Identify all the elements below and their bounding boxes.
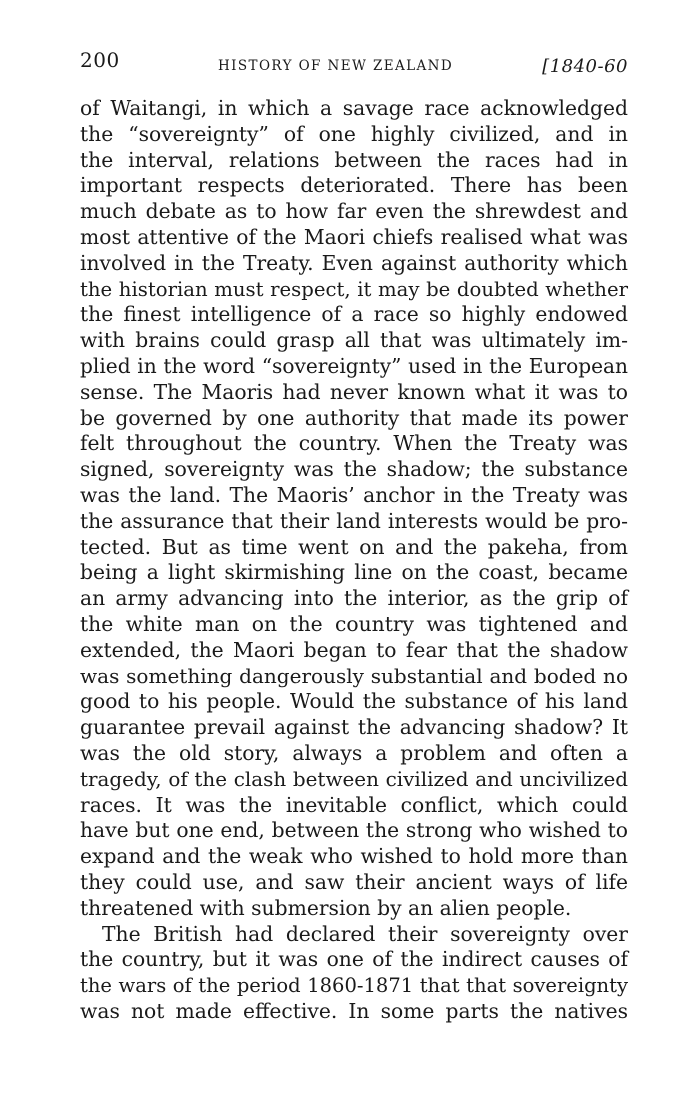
text-line: they could use, and saw their ancient ways of life: [80, 869, 628, 894]
text-line: much debate as to how far even the shrewdest and: [80, 199, 628, 224]
text-line: was something dangerously substantial and boded no: [80, 663, 628, 688]
text-line: the historian must respect, it may be doubted whether: [80, 277, 628, 301]
text-line: being a light skirmishing line on the coast, became: [80, 560, 628, 585]
text-line: guarantee prevail against the advancing shadow? It: [80, 715, 628, 740]
text-line: races. It was the inevitable conflict, which could: [80, 792, 628, 817]
page-number: 200: [80, 48, 120, 72]
paragraph: [80, 96, 628, 922]
text-line: sense. The Maoris had never known what it was to: [80, 379, 628, 404]
page-header: [80, 48, 628, 84]
text-line: involved in the Treaty. Even against authority which: [80, 250, 628, 275]
text-line: an army advancing into the interior, as the grip of: [80, 586, 628, 611]
text-line: signed, sovereignty was the shadow; the substance: [80, 457, 628, 482]
text-line: of Waitangi, in which a savage race acknowledged: [80, 96, 628, 120]
text-line: most attentive of the Maori chiefs realised what was: [80, 224, 628, 249]
text-line: felt throughout the country. When the Treaty was: [80, 431, 628, 456]
text-line: be governed by one authority that made its power: [80, 405, 628, 430]
text-line: important respects deteriorated. There has been: [80, 173, 628, 198]
text-line: was not made effective. In some parts the natives: [80, 998, 628, 1023]
paragraph: [80, 922, 628, 1025]
text-line: the white man on the country was tightened and: [80, 611, 628, 636]
text-line: the country, but it was one of the indirect causes of: [80, 947, 628, 972]
text-line: the finest intelligence of a race so highly endowed: [80, 302, 628, 327]
text-line: expand and the weak who wished to hold more than: [80, 844, 628, 869]
text-line: threatened with submersion by an alien people.: [80, 895, 572, 920]
text-line: the assurance that their land interests would be pro-: [80, 508, 628, 533]
text-line: the wars of the period 1860-1871 that that sovereignty: [80, 974, 628, 998]
text-line: good to his people. Would the substance of his land: [80, 689, 628, 714]
text-line: was the old story, always a problem and often a: [80, 740, 628, 765]
date-range: [1840-60: [542, 56, 628, 77]
text-line: extended, the Maori began to fear that the shadow: [80, 637, 628, 662]
body-text: [80, 96, 628, 1025]
text-line: have but one end, between the strong who wished to: [80, 818, 628, 843]
text-line: the interval, relations between the races had in: [80, 147, 628, 172]
text-line: was the land. The Maoris’ anchor in the Treaty was: [80, 482, 628, 507]
text-line: plied in the word “sovereignty” used in the European: [80, 353, 628, 378]
text-line: tragedy, of the clash between civilized and uncivilized: [80, 767, 628, 791]
text-line: The British had declared their sovereignty over: [102, 921, 628, 946]
text-line: with brains could grasp all that was ultimately im-: [80, 328, 628, 353]
text-line: tected. But as time went on and the pakeha, from: [80, 534, 628, 559]
text-line: the “sovereignty” of one highly civilized, and in: [80, 121, 628, 146]
running-title: HISTORY OF NEW ZEALAND: [218, 58, 454, 74]
